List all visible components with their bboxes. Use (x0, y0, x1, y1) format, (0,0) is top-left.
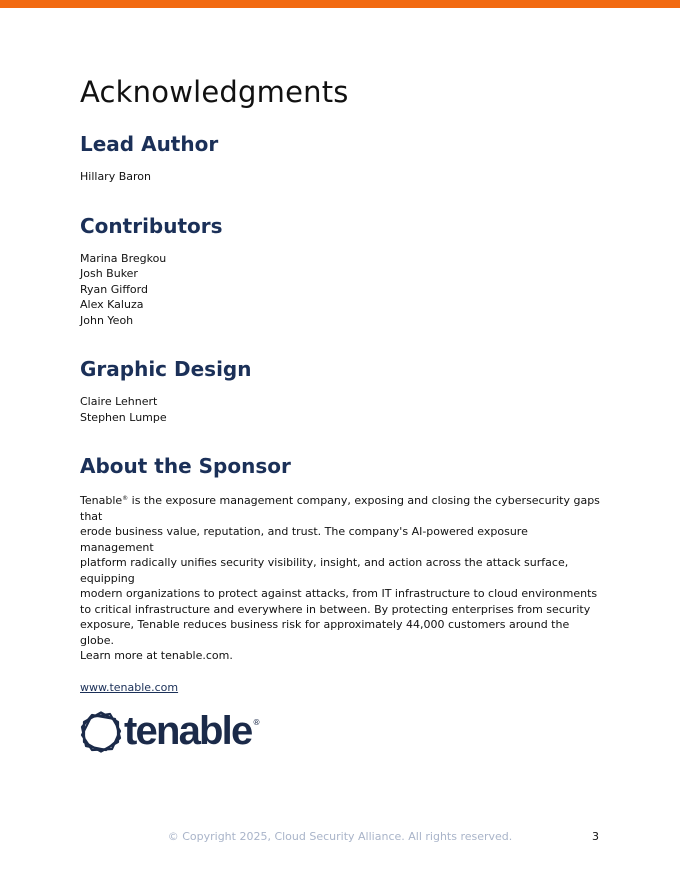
sponsor-text-line: Learn more at tenable.com. (80, 649, 233, 662)
list-item: Hillary Baron (80, 170, 151, 183)
tenable-logo (80, 711, 600, 753)
list-item: Marina Bregkou (80, 251, 167, 265)
sponsor-section (80, 452, 600, 753)
list-item: Alex Kaluza (80, 298, 144, 311)
tenable-website-link[interactable]: www.tenable.com (80, 680, 179, 694)
graphic-design-list (80, 394, 600, 425)
page-title: Acknowledgments (80, 75, 349, 109)
page-content (80, 72, 600, 753)
sponsor-text-line: is the exposure management company, exposing and closing the cybersecurity gaps that (80, 494, 600, 523)
list-item: Claire Lehnert (80, 395, 158, 408)
list-item: Josh Buker (80, 267, 138, 280)
page-number: 3 (592, 830, 599, 843)
sponsor-text-line: exposure, Tenable reduces business risk for approximately 44,000 customers around the globe. (80, 618, 570, 647)
contributors-list (80, 251, 600, 329)
lead-author-list (80, 169, 600, 185)
registered-mark: ® (122, 495, 129, 502)
sponsor-text-line: erode business value, reputation, and trust. The company's AI-powered exposure management (80, 525, 528, 554)
lead-author-section (80, 130, 600, 185)
sponsor-text-line: platform radically unifies security visibility, insight, and action across the attack surface, equipping (80, 556, 569, 585)
contributors-section (80, 212, 600, 329)
sponsor-text-line: modern organizations to protect against attacks, from IT infrastructure to cloud environments (80, 587, 598, 600)
top-accent-bar (0, 0, 680, 8)
tenable-wordmark: tenable (124, 709, 252, 753)
graphic-design-heading: Graphic Design (80, 357, 252, 381)
list-item: Stephen Lumpe (80, 410, 167, 424)
graphic-design-section (80, 355, 600, 425)
logo-registered-mark: ® (252, 717, 261, 727)
tenable-mark-icon (80, 711, 122, 753)
sponsor-brand: Tenable (80, 494, 123, 507)
list-item: John Yeoh (80, 313, 134, 327)
list-item: Ryan Gifford (80, 282, 148, 296)
lead-author-heading: Lead Author (80, 132, 219, 156)
sponsor-paragraph (80, 491, 600, 664)
contributors-heading: Contributors (80, 213, 223, 238)
copyright-footer: © Copyright 2025, Cloud Security Alliance. All rights reserved. (167, 830, 513, 843)
sponsor-text-line: to critical infrastructure and everywhere in between. By protecting enterprises from security (80, 602, 591, 616)
sponsor-heading: About the Sponsor (80, 454, 291, 478)
